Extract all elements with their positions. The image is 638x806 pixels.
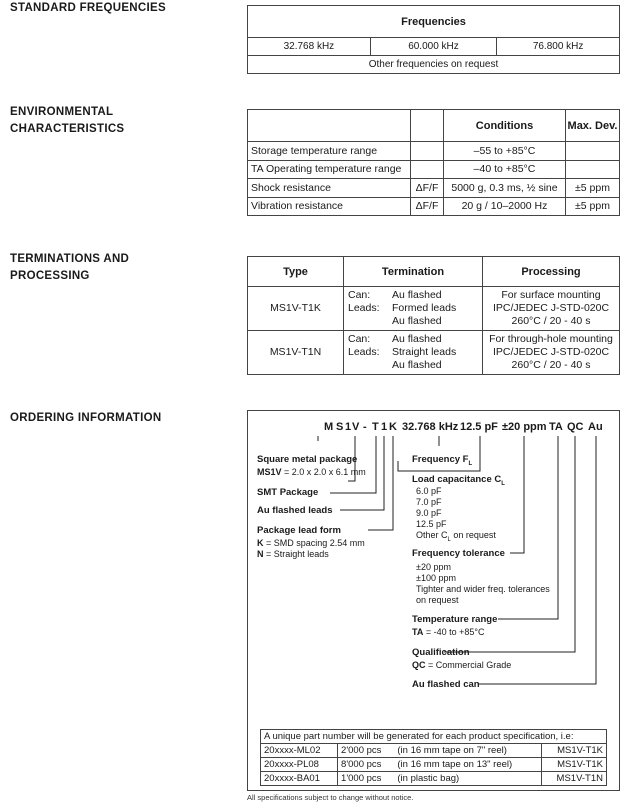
load-cap-label-text: Load capacitance C [412,474,502,485]
env-header-symbol [411,110,444,142]
term-type: MS1V-T1N [248,331,344,375]
code-can: Au [588,421,603,433]
processing-line: For surface mounting [501,289,601,301]
temp-range-label: Temperature range [412,614,498,625]
leads-finish: Au flashed [392,315,442,327]
heading-terminations-line1: TERMINATIONS AND [10,253,130,265]
temp-range-value: = -40 to +85°C [423,627,485,637]
load-cap-label [412,474,505,487]
qualification-label: Qualification [412,647,470,658]
env-maxdev [566,142,620,161]
pn-qty: 8'000 pcs [338,758,395,772]
footnote: All specifications subject to change without notice. [247,793,414,802]
lead-form-label: Package lead form [257,525,341,536]
environmental-table [247,109,620,216]
load-cap-value: 12.5 pF [416,519,447,529]
can-value: Au flashed [392,333,442,345]
env-conditions: 20 g / 10–2000 Hz [444,197,566,216]
env-conditions: 5000 g, 0.3 ms, ½ sine [444,179,566,198]
terminations-table [247,256,620,375]
code-letter: 1 [345,421,352,433]
can-value: Au flashed [392,289,442,301]
frequency-value: 76.800 kHz [497,38,620,56]
frequency-value: 60.000 kHz [370,38,496,56]
env-header-conditions: Conditions [444,110,566,142]
term-header-termination: Termination [344,257,483,287]
qualification-value: = Commercial Grade [425,660,512,670]
pn-packaging: (in plastic bag) [394,772,541,786]
tolerance-value: on request [416,595,459,605]
tolerance-value: ±20 ppm [416,562,451,572]
square-package-label: Square metal package [257,454,358,465]
code-letter: T [372,421,379,433]
code-letter: M [324,421,334,433]
temp-range-code: TA [412,627,424,637]
code-letter: 1 [381,421,388,433]
term-processing [483,331,620,375]
lead-form-k-desc: = SMD spacing 2.54 mm [263,538,365,548]
square-package-code: MS1V [257,467,282,477]
qualification-code: QC [412,660,426,670]
pn-packaging: (in 16 mm tape on 13" reel) [394,758,541,772]
term-header-processing: Processing [483,257,620,287]
pn-type: MS1V-T1K [542,758,607,772]
code-letter: K [389,421,397,433]
env-label: TA Operating temperature range [248,160,411,179]
heading-environmental [10,104,124,138]
heading-terminations [10,251,129,285]
env-maxdev: ±5 ppm [566,197,620,216]
code-temp: TA [549,421,563,433]
env-symbol [411,142,444,161]
env-maxdev [566,160,620,179]
table-row [261,758,607,772]
other-c-sub: L [447,536,451,543]
processing-line: IPC/JEDEC J-STD-020C [492,302,610,314]
term-type: MS1V-T1K [248,287,344,331]
can-label: Can: [348,333,371,345]
load-cap-value: 9.0 pF [416,508,442,518]
pn-code: 20xxxx-ML02 [261,744,338,758]
table-row [248,142,620,161]
load-cap-label-sub: L [501,480,505,487]
square-package-desc [257,467,366,478]
part-number-intro: A unique part number will be generated for each product specification, i.e: [261,730,607,744]
heading-standard-frequencies: STANDARD FREQUENCIES [10,2,166,14]
leads-finish: Au flashed [392,359,442,371]
term-termination [344,331,483,375]
can-label: Can: [348,289,371,301]
table-row [248,179,620,198]
heading-terminations-line2: PROCESSING [10,270,90,282]
lead-form-k-code: K [257,538,264,548]
code-letter: - [363,421,367,433]
pn-type: MS1V-T1K [542,744,607,758]
table-row [248,287,620,331]
env-conditions: –40 to +85°C [444,160,566,179]
frequency-label-text: Frequency F [412,454,469,465]
env-label: Vibration resistance [248,197,411,216]
frequencies-table [247,5,620,74]
tolerance-value: Tighter and wider freq. tolerances [416,584,550,594]
env-symbol: ΔF/F [411,179,444,198]
term-termination [344,287,483,331]
env-symbol: ΔF/F [411,197,444,216]
table-row [248,197,620,216]
frequency-label-sub: L [468,460,473,467]
pn-type: MS1V-T1N [542,772,607,786]
env-symbol [411,160,444,179]
env-header-maxdev: Max. Dev. [566,110,620,142]
temp-range-desc [412,627,484,638]
leads-value: Straight leads [392,346,457,358]
tolerance-value: ±100 ppm [416,573,456,583]
lead-form-n [257,549,329,560]
code-letter: V [352,421,360,433]
env-header-blank [248,110,411,142]
pn-code: 20xxxx-PL08 [261,758,338,772]
env-maxdev: ±5 ppm [566,179,620,198]
table-row [248,160,620,179]
leads-value: Formed leads [392,302,457,314]
frequency-value: 32.768 kHz [248,38,371,56]
processing-line: 260°C / 20 - 40 s [511,315,591,327]
au-can-label: Au flashed can [412,679,480,690]
frequencies-header: Frequencies [248,6,620,38]
leads-label: Leads: [348,346,380,358]
lead-form-k [257,538,365,549]
lead-form-n-desc: = Straight leads [263,549,329,559]
processing-line: For through-hole mounting [489,333,613,345]
heading-ordering: ORDERING INFORMATION [10,412,162,424]
load-cap-values [416,486,496,546]
freq-tolerance-label: Frequency tolerance [412,548,505,559]
code-frequency: 32.768 kHz [402,421,459,433]
term-processing [483,287,620,331]
square-package-dim: = 2.0 x 2.0 x 6.1 mm [281,467,366,477]
frequency-label [412,454,472,467]
env-conditions: –55 to +85°C [444,142,566,161]
part-number-table [260,729,607,786]
load-cap-value: 6.0 pF [416,486,442,496]
processing-line: IPC/JEDEC J-STD-020C [492,346,610,358]
table-row [261,772,607,786]
code-tolerance: ±20 ppm [502,421,547,433]
code-qualification: QC [567,421,584,433]
heading-environmental-line2: CHARACTERISTICS [10,123,125,135]
pn-packaging: (in 16 mm tape on 7" reel) [394,744,541,758]
freq-tolerance-values [416,562,550,606]
code-letter: S [336,421,344,433]
qualification-desc [412,660,511,671]
other-c-text: Other C [416,530,448,540]
au-leads-label: Au flashed leads [257,505,333,516]
other-c-tail: on request [450,530,496,540]
load-cap-other [416,530,496,546]
env-label: Shock resistance [248,179,411,198]
table-row [248,331,620,375]
heading-environmental-line1: ENVIRONMENTAL [10,106,114,118]
pn-code: 20xxxx-BA01 [261,772,338,786]
frequencies-note: Other frequencies on request [248,56,620,74]
lead-form-n-code: N [257,549,264,559]
term-header-type: Type [248,257,344,287]
env-label: Storage temperature range [248,142,411,161]
table-row [261,744,607,758]
smt-package-label: SMT Package [257,487,319,498]
leads-label: Leads: [348,302,380,314]
pn-qty: 2'000 pcs [338,744,395,758]
code-load-cap: 12.5 pF [460,421,498,433]
processing-line: 260°C / 20 - 40 s [511,359,591,371]
ordering-box [247,410,620,791]
load-cap-value: 7.0 pF [416,497,442,507]
pn-qty: 1'000 pcs [338,772,395,786]
